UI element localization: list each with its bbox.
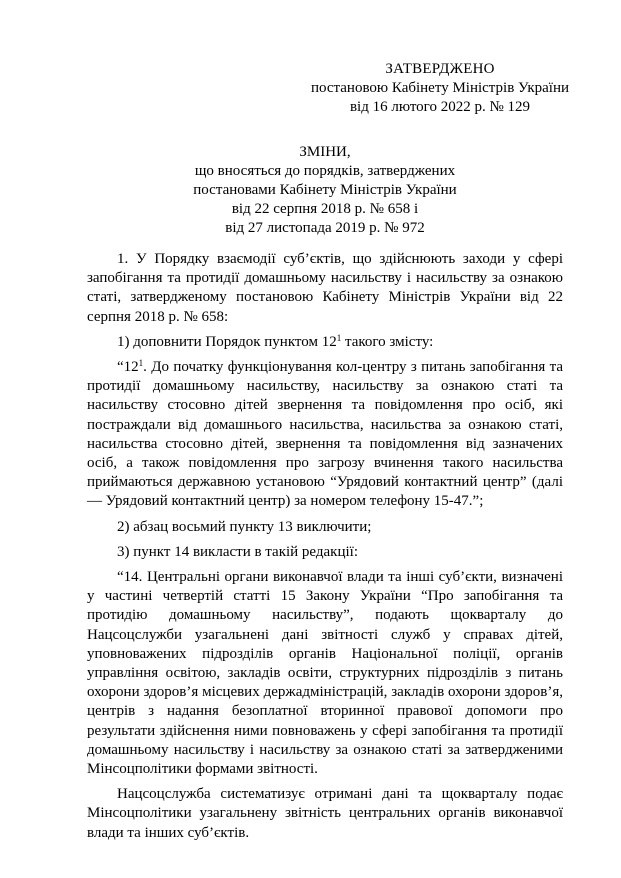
paragraph-3-superscript: 1 xyxy=(138,358,144,369)
approval-heading: ЗАТВЕРДЖЕНО xyxy=(385,61,495,77)
approval-stamp xyxy=(300,60,580,117)
title-line-1: що вносяться до порядків, затверджених xyxy=(194,163,456,179)
title-line-2: постановами Кабінету Міністрів України xyxy=(193,182,457,198)
document-body xyxy=(87,250,563,849)
paragraph-6: “14. Центральні органи виконавчої влади та інші суб’єкти, визначені у частині четвертій статті 15 Закону України “Про запобігання та протидію домашньому насильству”, подають щокварталу до Нацсоцслужби узагальнені дані звітності служб у справах дітей, уповноважених підрозділів органів Національної поліції, органів управління освітою, закладів освіти, структурних підрозділів з питань охорони здоров’я місцевих держадміністрацій, закладів охорони здоров’я, центрів з надання безоплатної вторинної правової допомоги про результати здійснення ними повноважень у сфері запобігання та протидії домашньому насильству і насильству за ознакою статі за затвердженими Мінсоцполітики формами звітності. xyxy=(87,569,563,778)
document-title xyxy=(90,143,560,238)
approval-line-1: постановою Кабінету Міністрів України xyxy=(310,80,570,96)
paragraph-3 xyxy=(87,358,563,512)
paragraph-7: Нацсоцслужба систематизує отримані дані та щокварталу подає Мінсоцполітики узагальнену звітність центральних органів виконавчої влади та інших суб’єктів. xyxy=(87,786,563,841)
paragraph-3-text-after: . До початку функціонування кол-центру з питань запобігання та протидії домашньому насильству, насильству за ознакою статі та насильству стосовно дітей звернення та повідомлення про осіб, які постраждали від домашнього насильства, насильства за ознакою статі, насильства стосовно дітей, звернення та повідомлення від зазначених осіб, а також повідомлення про загрозу вчинення такого насильства приймаються державною установою “Урядовий контактний центр” (далі — Урядовий контактний центр) за номером телефону 15-47.”; xyxy=(87,359,563,510)
paragraph-2-text-after: такого змісту: xyxy=(341,333,434,350)
title-line-4: від 27 листопада 2019 р. № 972 xyxy=(225,220,425,236)
approval-line-2: від 16 лютого 2022 р. № 129 xyxy=(349,99,531,115)
title-heading: ЗМІНИ, xyxy=(299,144,351,160)
paragraph-2-text-before: 1) доповнити Порядок пунктом 12 xyxy=(117,333,337,350)
paragraph-2-superscript: 1 xyxy=(336,332,342,343)
paragraph-1: 1. У Порядку взаємодії суб’єктів, що здійснюють заходи у сфері запобігання та протидії домашньому насильству і насильству за ознакою статі, затвердженому постановою Кабінету Міністрів України від 22 серпня 2018 р. № 658: xyxy=(87,251,563,325)
paragraph-5: 3) пункт 14 викласти в такій редакції: xyxy=(117,543,359,560)
paragraph-3-text-before: “12 xyxy=(117,359,139,376)
paragraph-2 xyxy=(87,333,563,352)
title-line-3: від 22 серпня 2018 р. № 658 і xyxy=(231,201,419,217)
paragraph-4: 2) абзац восьмий пункту 13 виключити; xyxy=(117,518,372,535)
